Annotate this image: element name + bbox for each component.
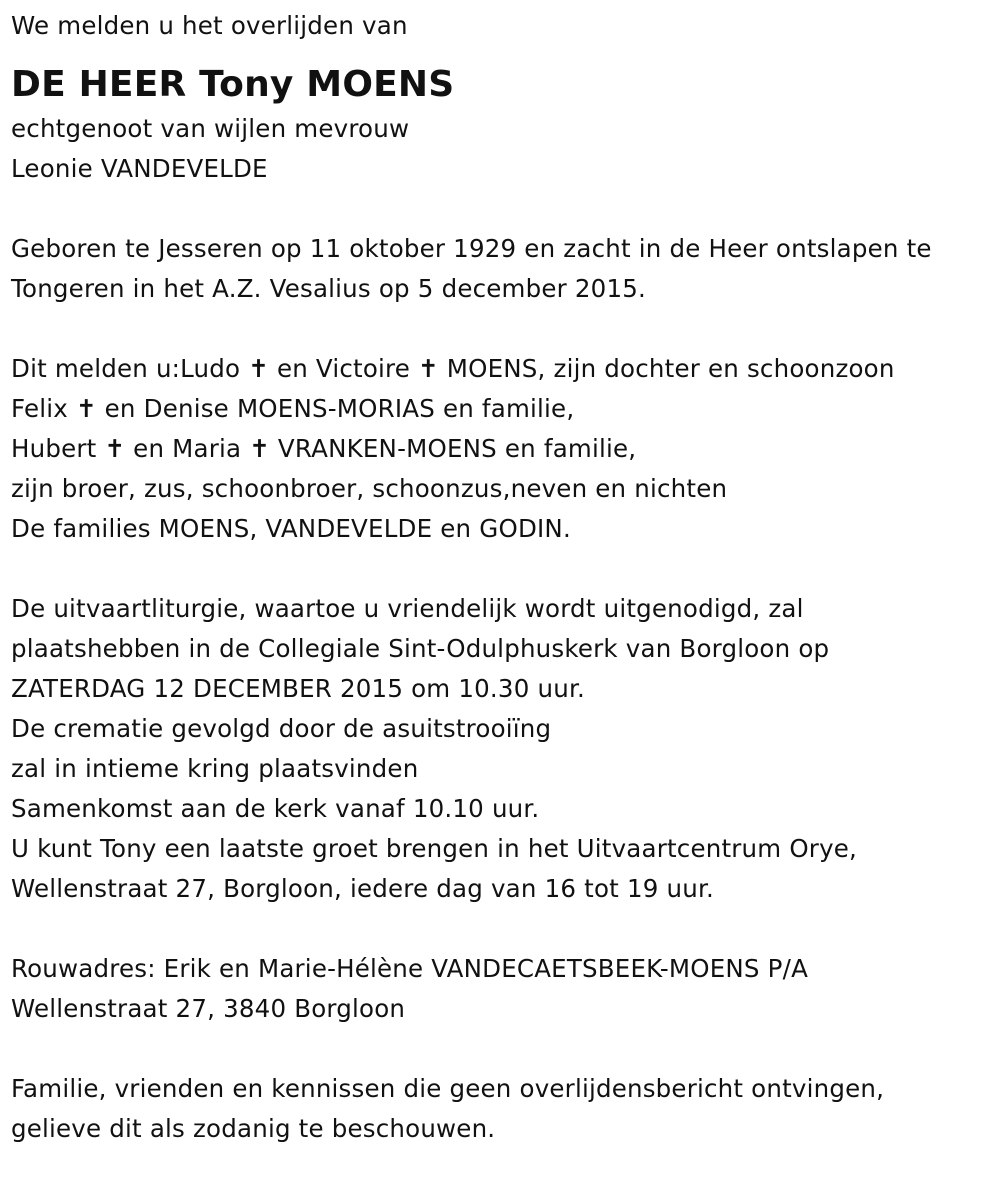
family-text: VRANKEN-MOENS en familie, [269,434,637,463]
deceased-name: DE HEER Tony MOENS [11,64,455,105]
closing-line-1: Familie, vrienden en kennissen die geen overlijdensbericht ontvingen, [11,1074,885,1103]
family-text: MOENS, zijn dochter en schoonzoon [438,354,895,383]
address-line-2: Wellenstraat 27, 3840 Borgloon [11,994,406,1023]
address-line-1: Rouwadres: Erik en Marie-Hélène VANDECAETSBEEK-MOENS P/A [11,954,809,983]
cross-icon: ✝ [248,354,269,383]
cross-icon: ✝ [75,394,97,423]
spouse-line-2: Leonie VANDEVELDE [11,154,268,183]
funeral-line-8: Wellenstraat 27, Borgloon, iedere dag van 16 tot 19 uur. [11,874,714,903]
funeral-line-2: plaatshebben in de Collegiale Sint-Odulphuskerk van Borgloon op [11,634,830,663]
family-text: en Denise MOENS-MORIAS en familie, [96,394,575,423]
funeral-line-4: De crematie gevolgd door de asuitstrooiïng [11,714,552,743]
cross-icon: ✝ [418,354,439,383]
funeral-line-1: De uitvaartliturgie, waartoe u vriendelijk wordt uitgenodigd, zal [11,594,804,623]
funeral-line-6: Samenkomst aan de kerk vanaf 10.10 uur. [11,794,540,823]
closing-line-2: gelieve dit als zodanig te beschouwen. [11,1114,496,1143]
birth-death-line-2: Tongeren in het A.Z. Vesalius op 5 december 2015. [11,274,647,303]
family-text: Dit melden u:Ludo [11,354,249,383]
family-line-3 [11,429,991,469]
funeral-line-3: ZATERDAG 12 DECEMBER 2015 om 10.30 uur. [11,674,585,703]
spacer [11,1029,991,1069]
family-text: Hubert [11,434,105,463]
birth-death-line-1: Geboren te Jesseren op 11 oktober 1929 en zacht in de Heer ontslapen te [11,234,932,263]
spacer [11,909,991,949]
funeral-line-7: U kunt Tony een laatste groet brengen in het Uitvaartcentrum Orye, [11,834,858,863]
cross-icon: ✝ [104,434,126,463]
intro-text: We melden u het overlijden van [11,11,408,40]
family-text: Felix [11,394,76,423]
spacer [11,189,991,229]
family-text: en Victoire [268,354,419,383]
spacer [11,549,991,589]
cross-icon: ✝ [249,434,270,463]
family-line-5: De families MOENS, VANDEVELDE en GODIN. [11,514,571,543]
death-notice [11,6,991,1149]
family-line-2 [11,389,991,429]
spouse-line-1: echtgenoot van wijlen mevrouw [11,114,410,143]
family-text: en Maria [125,434,250,463]
family-line-1 [11,349,991,389]
family-line-4: zijn broer, zus, schoonbroer, schoonzus,neven en nichten [11,474,728,503]
spacer [11,309,991,349]
funeral-line-5: zal in intieme kring plaatsvinden [11,754,419,783]
